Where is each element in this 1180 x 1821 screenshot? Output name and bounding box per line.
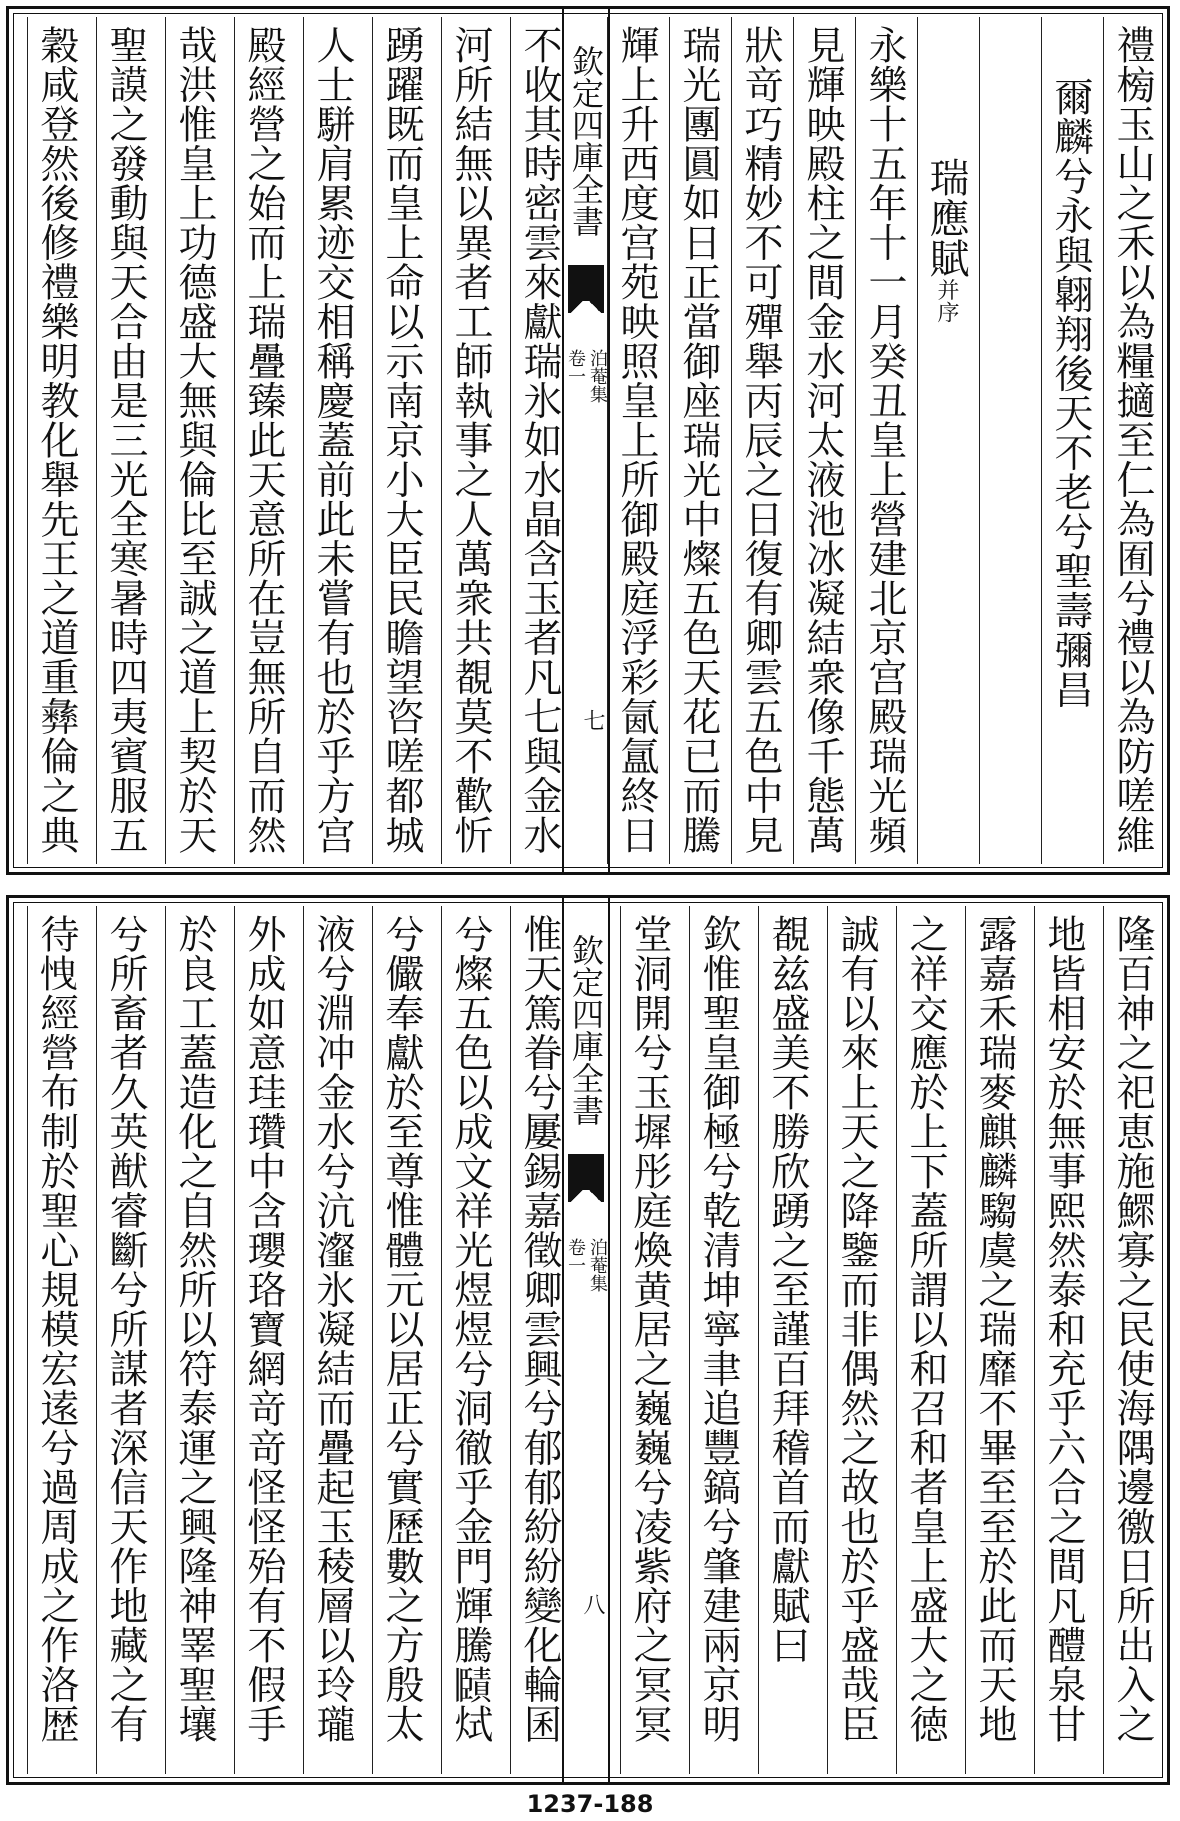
column: 露嘉禾瑞麥麒麟騶虞之瑞靡不畢至至於此而天地 bbox=[965, 906, 1021, 1774]
spine-volume: 泊菴集 卷一 bbox=[565, 349, 608, 403]
column: 狀竒巧精妙不可殫舉丙辰之日復有卿雲五色中見 bbox=[731, 17, 787, 864]
spine-title: 欽定四庫全書 bbox=[567, 934, 605, 1126]
column: 兮儼奉獻於至尊惟體元以居正兮實歷數之方殷太 bbox=[372, 906, 428, 1774]
column: 輝上升西度宫苑映照皇上所御殿庭浮彩氤氲終日 bbox=[607, 17, 663, 864]
column: 惟天篤眷兮屢錫嘉徵卿雲興兮郁郁紛紛變化輪囷 bbox=[510, 906, 566, 1774]
column: 隆百神之祀恵施鰥寡之民使海隅邊徼日所出入之 bbox=[1103, 906, 1159, 1774]
column: 地皆相安於無事熙然泰和充乎六合之間凡醴泉甘 bbox=[1034, 906, 1090, 1774]
column: 踴躍既而皇上命以示南京小大臣民瞻望咨嗟都城 bbox=[372, 17, 428, 864]
column: 覩兹盛美不勝欣踴之至謹百拜稽首而獻賦曰 bbox=[758, 906, 814, 1774]
spine-page-number: 七 bbox=[580, 709, 605, 731]
column: 液兮淵冲金水兮沆瀣氷凝結而疊起玉稜層以玲瓏 bbox=[303, 906, 359, 1774]
column: 堂洞開兮玉墀彤庭煥黄居之巍巍兮凌紫府之冥冥 bbox=[620, 906, 676, 1774]
page-top bbox=[6, 6, 1170, 875]
column: 聖謨之發動與天合由是三光全寒暑時四夷賓服五 bbox=[96, 17, 152, 864]
column: 河所結無以異者工師執事之人萬衆共覩莫不歡忻 bbox=[441, 17, 497, 864]
column: 爾麟兮永與翺翔後天不老兮聖壽彌昌 bbox=[1041, 17, 1097, 864]
spine-page-number: 八 bbox=[580, 1593, 605, 1615]
page-bottom bbox=[6, 895, 1170, 1785]
column: 不收其時密雲來獻瑞氷如水晶含玉者凡七與金水 bbox=[510, 17, 566, 864]
spine-volume: 泊菴集 卷一 bbox=[565, 1238, 608, 1292]
column: 人士駢肩累迹交相稱慶蓋前此未嘗有也於乎方宫 bbox=[303, 17, 359, 864]
column: 兮所畜者久英猷睿斷兮所謀者深信天作地藏之有 bbox=[96, 906, 152, 1774]
column: 於良工蓋造化之自然所以符泰運之興隆神睪聖壤 bbox=[165, 906, 221, 1774]
column bbox=[979, 17, 1035, 864]
left-half-bottom bbox=[9, 898, 574, 1782]
column: 永樂十五年十一月癸丑皇上營建北京宫殿瑞光頻 bbox=[855, 17, 911, 864]
column: 待𢘽經營布制於聖心規模宏逺兮過周成之作洛歴 bbox=[27, 906, 83, 1774]
column: 殿經營之始而上瑞疊臻此天意所在豈無所自而然 bbox=[234, 17, 290, 864]
column: 外成如意珪瓚中含瓔珞寶網竒竒怪怪殆有不假手 bbox=[234, 906, 290, 1774]
column: 欽惟聖皇御極兮乾清坤寧聿追豐鎬兮肇建兩京明 bbox=[689, 906, 745, 1774]
spine-title: 欽定四庫全書 bbox=[567, 45, 605, 237]
column: 兮燦五色以成文祥光煜煜兮洞徹乎金門輝騰𧷤烒 bbox=[441, 906, 497, 1774]
column: 瑞光團圓如日正當御座瑞光中燦五色天花已而騰 bbox=[669, 17, 725, 864]
column: 之祥交應於上下蓋所謂以和召和者皇上盛大之徳 bbox=[896, 906, 952, 1774]
right-half-top bbox=[601, 9, 1167, 872]
column: 哉洪惟皇上功德盛大無與倫比至誠之道上契於天 bbox=[165, 17, 221, 864]
left-half-top bbox=[9, 9, 574, 872]
right-half-bottom bbox=[601, 898, 1167, 1782]
title-note: 并序 bbox=[934, 278, 959, 324]
column: 穀咸登然後修禮樂明教化舉先王之道重彝倫之典 bbox=[27, 17, 83, 864]
folio-number: 1237-188 bbox=[526, 1790, 654, 1818]
column: 誠有以來上天之降鑒而非偶然之故也於乎盛哉臣 bbox=[827, 906, 883, 1774]
column: 見輝映殿柱之間金水河太液池冰凝結衆像千態萬 bbox=[793, 17, 849, 864]
column: 禮㮄玉山之禾以為糧擿至仁為囿兮禮以為防嗟維 bbox=[1103, 17, 1159, 864]
section-title: 瑞應賦并序 bbox=[917, 17, 973, 864]
